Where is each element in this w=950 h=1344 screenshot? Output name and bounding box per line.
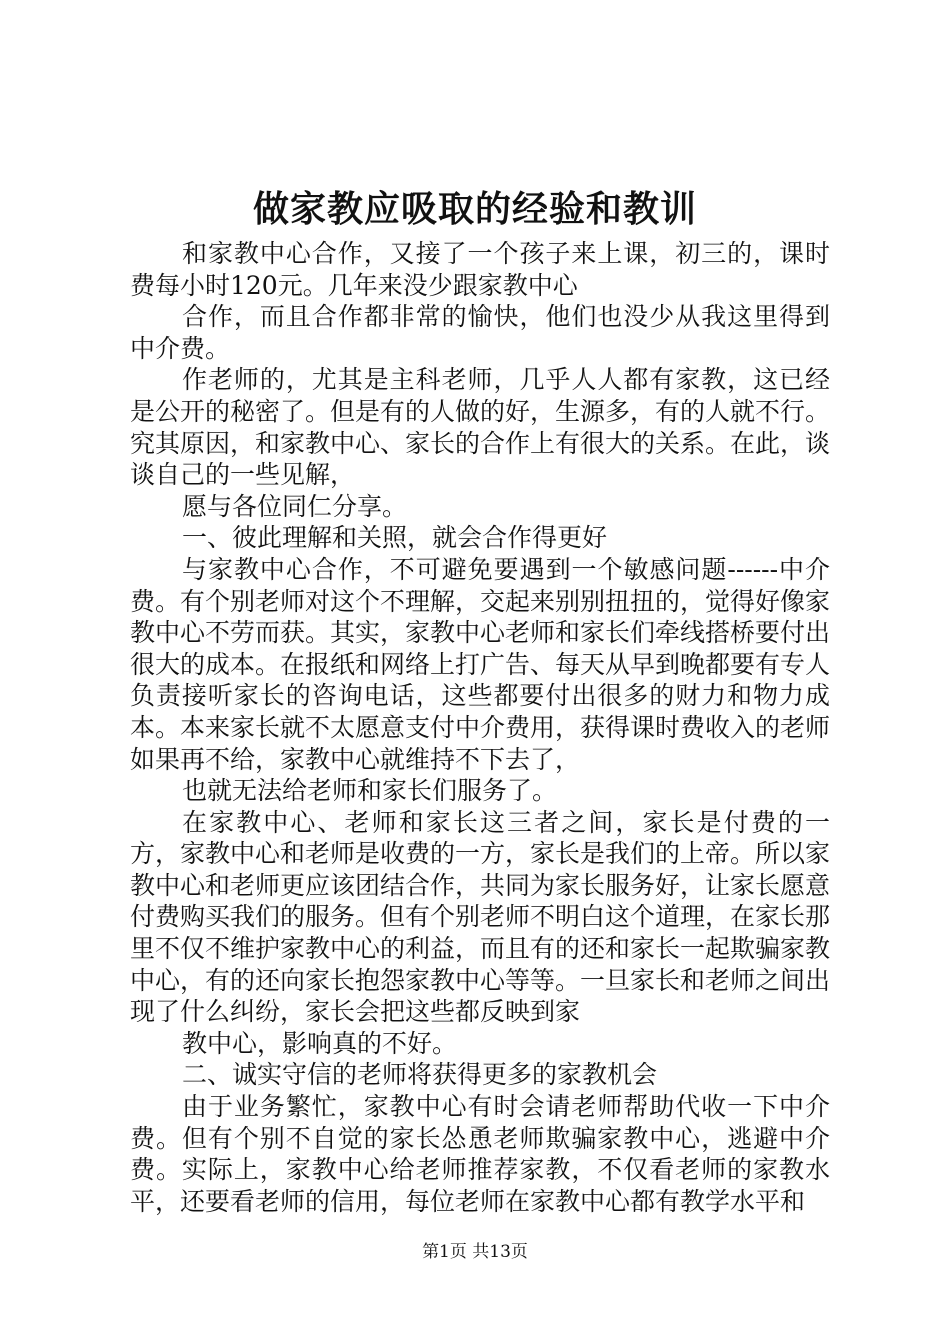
paragraph: 教中心，影响真的不好。	[182, 1028, 458, 1058]
paragraph: 在家教中心、老师和家长这三者之间，家长是付费的一方，家教中心和老师是收费的一方，家长是我们的上帝。所以家教中心和老师更应该团结合作，共同为家长服务好，让家长愿意付费购买我们的服务。但有个别老师不明白这个道理，在家长那里不仅不维护家教中心的利益，而且有的还和家长一起欺骗家教中心，有的还向家长抱怨家教中心等等。一旦家长和老师之间出现了什么纠纷，家长会把这些都反映到家	[130, 807, 831, 1027]
paragraph: 愿与各位同仁分享。	[182, 491, 408, 521]
page-footer: 第1页 共13页	[422, 1242, 528, 1262]
document-title: 做家教应吸取的经验和教训	[252, 188, 697, 230]
paragraph: 作老师的，尤其是主科老师，几乎人人都有家教，这已经是公开的秘密了。但是有的人做的好，生源多，有的人就不行。究其原因，和家教中心、家长的合作上有很大的关系。在此，谈谈自己的一些见解，	[130, 365, 831, 490]
paragraph: 也就无法给老师和家长们服务了。	[182, 776, 558, 806]
section-heading: 二、诚实守信的老师将获得更多的家教机会	[182, 1060, 658, 1090]
paragraph: 合作，而且合作都非常的愉快，他们也没少从我这里得到中介费。	[130, 302, 830, 363]
document-body	[130, 238, 830, 1217]
paragraph: 与家教中心合作，不可避免要遇到一个敏感问题------中介费。有个别老师对这个不理解，交起来别别扭扭的，觉得好像家教中心不劳而获。其实，家教中心老师和家长们牵线搭桥要付出很大的成本。在报纸和网络上打广告、每天从早到晚都要有专人负责接听家长的咨询电话，这些都要付出很多的财力和物力成本。本来家长就不太愿意支付中介费用，获得课时费收入的老师如果再不给，家教中心就维持不下去了，	[130, 554, 831, 774]
paragraph: 和家教中心合作，又接了一个孩子来上课，初三的，课时费每小时120元。几年来没少跟家教中心	[130, 239, 830, 300]
section-heading: 一、彼此理解和关照，就会合作得更好	[182, 523, 608, 553]
paragraph: 由于业务繁忙，家教中心有时会请老师帮助代收一下中介费。但有个别不自觉的家长怂恿老师欺骗家教中心，逃避中介费。实际上，家教中心给老师推荐家教，不仅看老师的家教水平，还要看老师的信用，每位老师在家教中心都有教学水平和	[130, 1092, 830, 1216]
